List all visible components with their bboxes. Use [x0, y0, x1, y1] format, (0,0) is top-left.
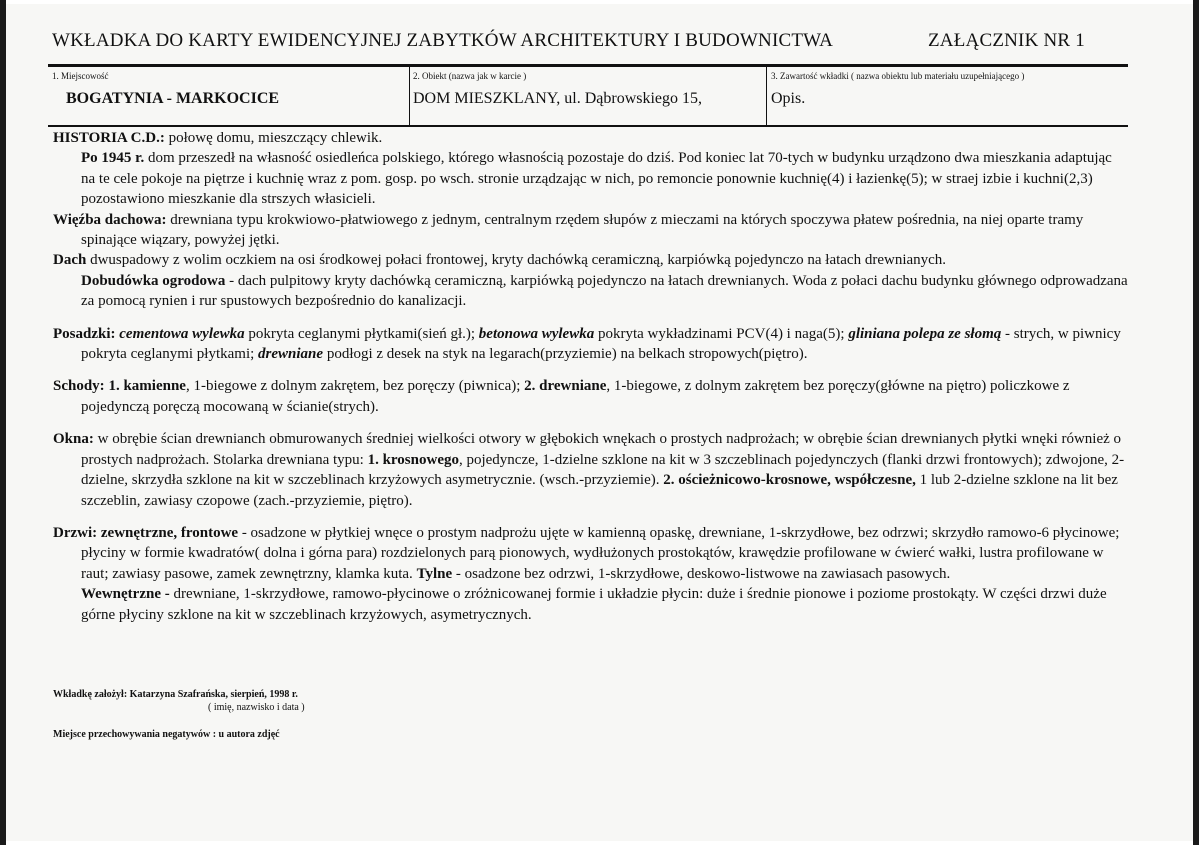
- dach-heading: Dach: [53, 252, 87, 269]
- okna-heading: Okna:: [53, 431, 94, 448]
- author-sub: ( imię, nazwisko i data ): [208, 702, 305, 713]
- schody-text-1: , 1-biegowe z dolnym zakrętem, bez poręczy (piwnica);: [185, 378, 525, 395]
- po1945-text: dom przeszedł na własność osiedleńca polskiego, którego własnością pozostaje do dziś. Pod koniec lat 70-tych w budynku urządzono dwa mieszkania adaptując na te cele pokoje na piętrze i kuchnię wraz z pom. gosp. po wsch. stronie urządzając w nich, po remoncie ponownie kuchnię(4) i łazienkę(5); w straej izbie i kuchni(2,3) pozostawiono mieszkanie dla strszych własicieli.: [81, 150, 1112, 208]
- content-value: Opis.: [771, 90, 806, 107]
- posadzki-text-1: pokryta ceglanymi płytkami(sień gł.);: [244, 325, 479, 342]
- okna-text-2: , pojedyncze, 1-dzielne szklone na kit w 3 szczeblinach pojedynczych (flanki drzwi frontowych); zdwojone, 2-dzielne, skrzydła szklone na kit w szczeblinach krzyżowych asymetrycznie. (wsch.-przyziemie).: [81, 451, 1125, 489]
- scan-edge-right: [1193, 0, 1199, 845]
- posadzki-text-2: pokryta wykładzinami PCV(4) i naga(5);: [594, 325, 849, 342]
- wiezba-text: drewniana typu krokwiowo-płatwiowego z jednym, centralnym rzędem słupów z mieczami na których spoczywa płatew pośrednia, na niej oparte tramy spinające wiązary, powyżej jętki.: [81, 211, 1084, 249]
- field-divider: [766, 66, 767, 126]
- posadzki-text-3: - strych, w piwnicy pokryta ceglanymi płytkami;: [81, 325, 1121, 363]
- dobudowka-paragraph: [53, 271, 1128, 312]
- okna-text-3: 1 lub 2-dzielne szklone na lit bez szczeblin, zawiasy czopowe (zach.-przyziemie, piętro).: [81, 472, 1118, 509]
- dach-paragraph: [53, 250, 1128, 270]
- annex-number: ZAŁĄCZNIK NR 1: [928, 30, 1085, 51]
- po1945-paragraph: [53, 148, 1128, 209]
- historia-paragraph: [53, 128, 1128, 148]
- wewnetrzne-text: drewniane, 1-skrzydłowe, ramowo-płycinowe o zróżnicowanej formie i układzie płycin: duże i średnie pionowe i poziome prostokąty. W części drzwi duże górne płyciny szklone na kit w szczeblinach krzyżowych, asymetrycznych.: [81, 586, 1107, 623]
- drzwi-heading: Drzwi: zewnętrzne, frontowe: [53, 524, 239, 541]
- schody-text-2: , 1-biegowe, z dolnym zakrętem bez poręczy(główne na piętro) policzkowe z pojedynczą poręczą mocowaną w ścianie(strych).: [81, 378, 1070, 415]
- posadzki-cement: cementowa wylewka: [119, 325, 245, 342]
- posadzki-paragraph: [53, 324, 1128, 365]
- locality-value: BOGATYNIA - MARKOCICE: [66, 90, 280, 107]
- author-line: Wkładkę założył: Katarzyna Szafrańska, sierpień, 1998 r.: [53, 689, 298, 700]
- posadzki-beton: betonowa wylewka: [478, 325, 595, 342]
- po1945-heading: Po 1945 r.: [81, 150, 145, 167]
- wewnetrzne-heading: Wewnętrzne -: [81, 586, 170, 603]
- content-label: 3. Zawartość wkładki ( nazwa obiektu lub materiału uzupełniającego ): [771, 71, 1025, 81]
- schody-drewniane: 2. drewniane: [524, 378, 607, 395]
- drzwi-text-1: - osadzone w płytkiej wnęce o prostym nadprożu ujęte w kamienną opaskę, drewniane, 1-skrzydłowe, bez odrzwi; skrzydło ramowo-6 płycinowe; płyciny w formie kwadratów( dolna i górna para) rozdzielonych parą pionowych, wydłużonych prostokątów, krawędzie profilowane w ćwierć wałki, lustra profilowane w raut; zawiasy pasowe, zamek zewnętrzny, klamka kuta.: [81, 524, 1120, 582]
- storage-line: Miejsce przechowywania negatywów : u autora zdjęć: [53, 729, 280, 740]
- historia-heading: HISTORIA C.D.:: [53, 130, 165, 146]
- description-body: [53, 128, 1128, 625]
- wiezba-heading: Więźba dachowa:: [53, 211, 167, 228]
- dach-text: dwuspadowy z wolim oczkiem na osi środkowej połaci frontowej, kryty dachówką ceramiczną, karpiówką pojedynczo na łatach drewnianych.: [86, 252, 947, 269]
- okna-krosnowe: 1. krosnowego: [367, 451, 459, 468]
- posadzki-heading: Posadzki:: [53, 325, 116, 342]
- drzwi-tylne: Tylne: [416, 565, 453, 582]
- drzwi-paragraph: [53, 523, 1128, 584]
- header-rule: [48, 64, 1128, 67]
- fields-rule: [48, 125, 1128, 127]
- dobudowka-text: - dach pulpitowy kryty dachówką ceramiczną, karpiówką pojedynczo na łatach drewnianych. Woda z połaci dachu budynku głównego odprowadzana za pomocą rynien i rur spustowych bezpośrednio do kanalizacji.: [81, 272, 1128, 310]
- locality-label: 1. Miejscowość: [52, 71, 109, 81]
- object-label: 2. Obiekt (nazwa jak w karcie ): [413, 71, 527, 81]
- okna-text-1: w obrębie ścian drewnianch obmurowanych średniej wielkości otwory w głębokich wnękach o prostych nadprożach; w obrębie ścian drewnianych płytki wnęki również o prostych nadprożach. Stolarka drewniana typu:: [81, 431, 1122, 468]
- historia-text: połowę domu, mieszczący chlewik.: [164, 130, 383, 146]
- wewnetrzne-paragraph: [53, 584, 1128, 625]
- posadzki-drewno: drewniane: [258, 346, 324, 363]
- posadzki-text-4: podłogi z desek na styk na legarach(przyziemie) na belkach stropowych(piętro).: [323, 346, 808, 363]
- okna-osciez: 2. ościeżnicowo-krosnowe, współczesne,: [663, 472, 916, 489]
- okna-paragraph: [53, 429, 1128, 511]
- schody-heading: Schody:: [53, 378, 105, 395]
- document-title: WKŁADKA DO KARTY EWIDENCYJNEJ ZABYTKÓW ARCHITEKTURY I BUDOWNICTWA: [52, 30, 834, 51]
- wiezba-paragraph: [53, 210, 1128, 251]
- schody-kamienne: 1. kamienne: [108, 378, 186, 395]
- dobudowka-heading: Dobudówka ogrodowa: [81, 272, 226, 289]
- object-value: DOM MIESZKLANY, ul. Dąbrowskiego 15,: [413, 90, 703, 107]
- field-divider: [409, 66, 410, 126]
- schody-paragraph: [53, 376, 1128, 417]
- posadzki-glina: gliniana polepa ze słomą: [848, 325, 1002, 342]
- drzwi-text-2: - osadzone bez odrzwi, 1-skrzydłowe, deskowo-listwowe na zawiasach pasowych.: [452, 565, 951, 582]
